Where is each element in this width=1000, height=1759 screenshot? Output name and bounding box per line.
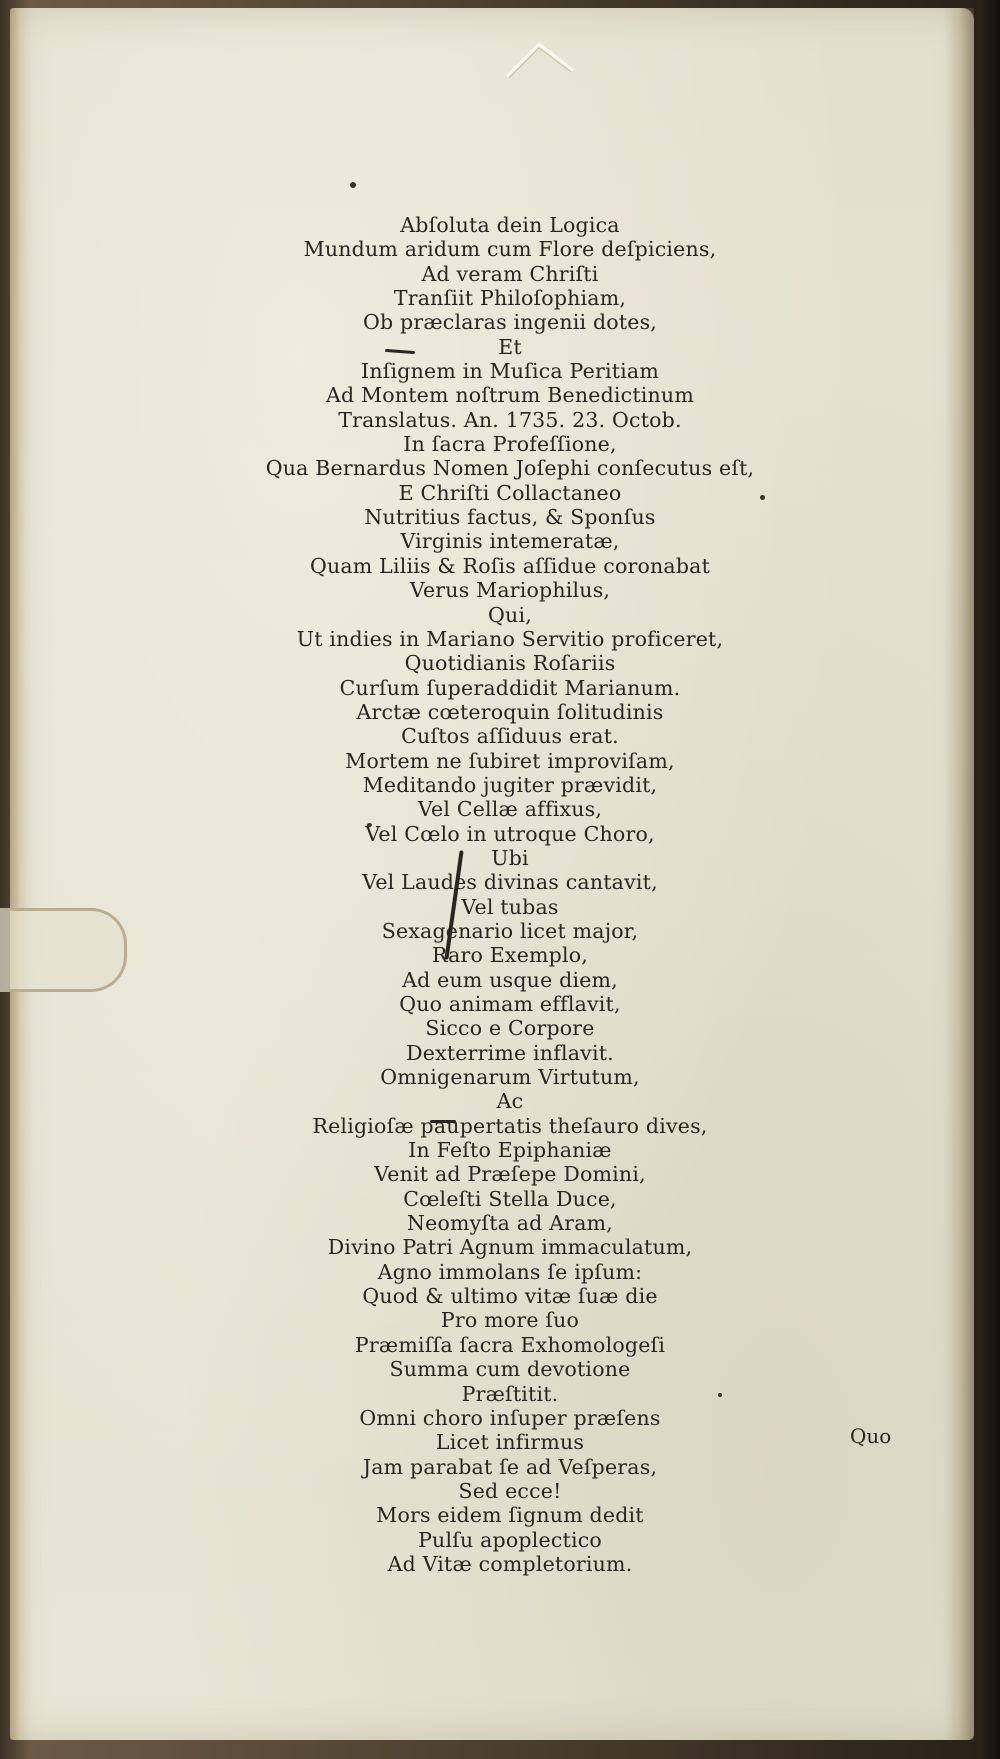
text-line: Cuſtos aſſiduus erat. <box>401 724 619 749</box>
text-line: Neomyſta ad Aram, <box>406 1211 614 1236</box>
text-line: Sexagenario licet major, <box>381 918 639 943</box>
text-line: Præſtitit. <box>461 1381 559 1406</box>
text-line: Abſoluta dein Logica <box>400 213 620 237</box>
text-line: Divino Patri Agnum immaculatum, <box>327 1235 693 1260</box>
text-line: Licet infirmus <box>435 1430 585 1455</box>
text-line: Religioſæ paupertatis theſauro dives, <box>312 1113 708 1138</box>
text-line: Vel tubas <box>461 894 559 919</box>
text-line: E Chriſti Collactaneo <box>398 480 622 505</box>
catchword: Quo <box>850 1424 892 1448</box>
ribbon-bookmark <box>0 908 127 992</box>
text-line: Agno immolans ſe ipſum: <box>377 1259 643 1284</box>
text-line: Quam Liliis & Roſis aſſidue coronabat <box>309 553 711 578</box>
text-line: In ſacra Profeſſione, <box>403 432 617 457</box>
text-line: Tranſiit Philoſophiam, <box>393 286 627 311</box>
text-line: Vel Cœlo in utroque Choro, <box>365 821 655 846</box>
text-line: Inſignem in Muſica Peritiam <box>361 359 659 384</box>
text-line: Mors eidem ſignum dedit <box>376 1503 644 1528</box>
text-line: Pulſu apoplectico <box>418 1527 602 1552</box>
text-line: Mortem ne ſubiret improviſam, <box>345 748 675 773</box>
text-line: Translatus. An. 1735. 23. Octob. <box>338 407 682 432</box>
text-line: Mundum aridum cum Flore deſpiciens, <box>303 237 717 262</box>
text-line: Venit ad Præſepe Domini, <box>374 1162 646 1187</box>
text-line: Qua Bernardus Nomen Joſephi conſecutus eſt, <box>265 456 755 481</box>
inscription-text <box>230 213 790 1576</box>
text-line: Sicco e Corpore <box>425 1016 595 1041</box>
text-line: Ad veram Chriſti <box>421 261 599 286</box>
text-line: Summa cum devotione <box>389 1357 631 1382</box>
text-line: Ad Vitæ completorium. <box>387 1551 633 1576</box>
text-line: In Feſto Epiphaniæ <box>408 1138 612 1163</box>
text-line: Ob præclaras ingenii dotes, <box>362 310 658 335</box>
text-line: Virginis intemeratæ, <box>400 529 620 554</box>
text-line: Jam parabat ſe ad Veſperas, <box>362 1454 658 1479</box>
text-line: Omnigenarum Virtutum, <box>380 1065 640 1090</box>
text-line: Pro more ſuo <box>440 1308 580 1333</box>
text-line: Dexterrime inflavit. <box>406 1040 614 1065</box>
text-line: Quo animam efflavit, <box>399 992 621 1016</box>
text-line: Et <box>498 334 522 359</box>
text-line: Sed ecce! <box>458 1478 562 1503</box>
text-line: Vel Laudes divinas cantavit, <box>362 870 658 895</box>
text-line: Nutritius factus, & Sponſus <box>364 505 656 530</box>
text-line: Præmiſſa ſacra Exhomologeſi <box>354 1332 666 1357</box>
text-line: Qui, <box>488 602 532 627</box>
text-line: Curſum ſuperaddidit Marianum. <box>339 675 681 700</box>
text-line: Vel Cellæ affixus, <box>417 797 603 822</box>
text-line: Cœleſti Stella Duce, <box>403 1186 617 1211</box>
text-line: Ubi <box>491 845 529 870</box>
text-line: Ac <box>496 1089 524 1114</box>
text-line: Ad Montem noſtrum Benedictinum <box>326 383 694 408</box>
text-line: Ad eum usque diem, <box>402 967 618 992</box>
text-line: Meditando jugiter prævidit, <box>362 772 658 797</box>
text-line: Quotidianis Roſariis <box>404 651 616 676</box>
ink-speck <box>350 182 356 188</box>
page-edge-right <box>944 8 974 1740</box>
text-line: Arctæ cœteroquin ſolitudinis <box>356 699 664 724</box>
paper-fold-mark <box>505 40 575 80</box>
text-line: Quod & ultimo vitæ ſuæ die <box>362 1284 658 1309</box>
text-line: Omni choro inſuper præſens <box>359 1405 661 1430</box>
text-line: Raro Exemplo, <box>431 943 589 968</box>
text-line: Ut indies in Mariano Servitio proficeret, <box>296 626 724 651</box>
page-edge-left <box>10 8 32 1740</box>
text-line: Verus Mariophilus, <box>409 578 611 603</box>
